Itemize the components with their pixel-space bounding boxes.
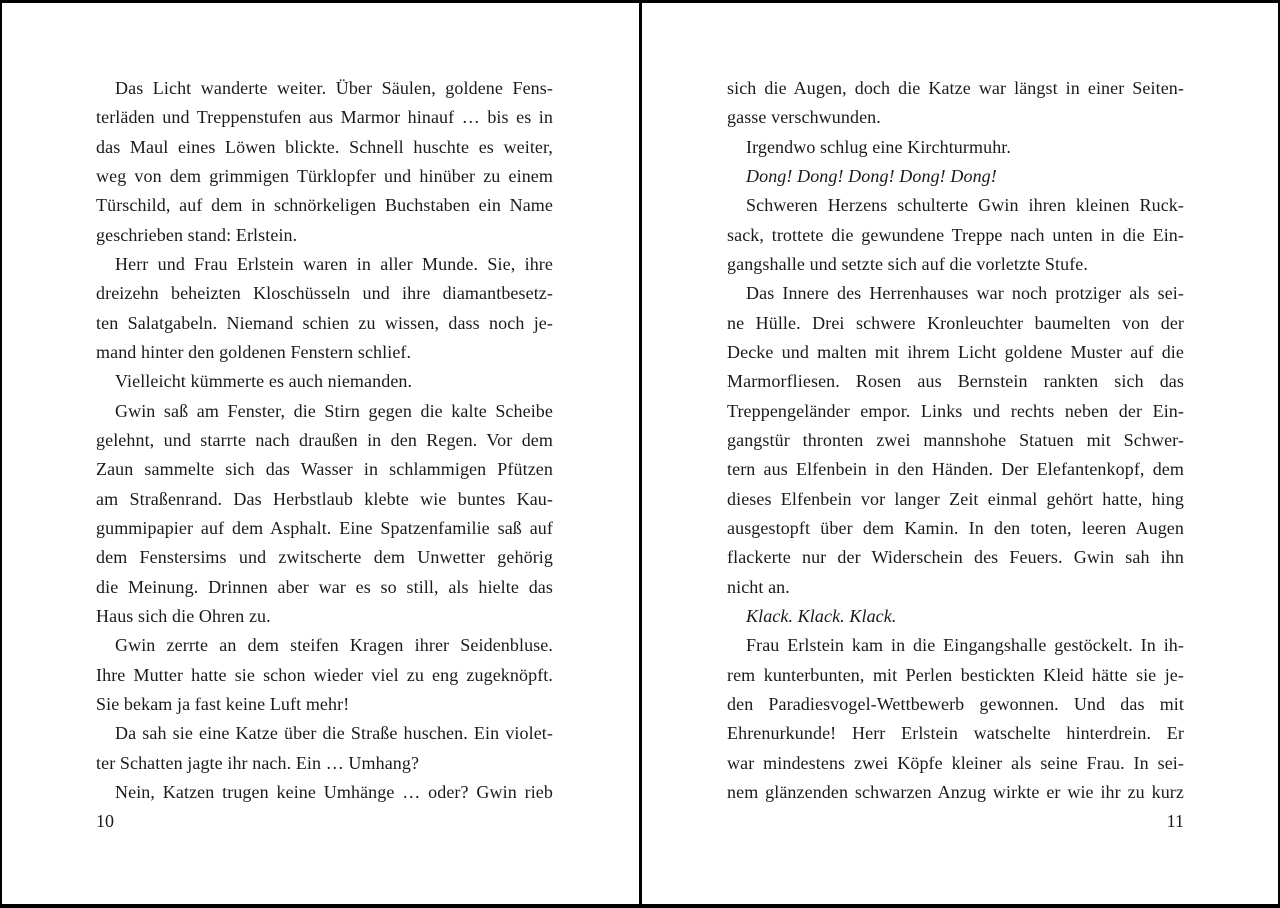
text-line: Zaun sammelte sich das Wasser in schlammigen Pfützen	[96, 459, 553, 480]
text-line: den Paradiesvogel-Wettbewerb gewonnen. Und das mit	[727, 693, 1184, 714]
text-line: Türschild, auf dem in schnörkeligen Buchstaben ein Name	[96, 195, 553, 216]
text-line: tern aus Elfenbein in den Händen. Der Elefantenkopf, dem	[727, 459, 1184, 480]
text-line: gangshalle und setzte sich auf die vorletzte Stufe.	[727, 253, 1088, 274]
text-line: gummipapier auf dem Asphalt. Eine Spatzenfamilie saß auf	[96, 517, 553, 538]
text-line: nicht an.	[727, 576, 790, 597]
right-page	[727, 74, 1184, 837]
text-line: dreizehn beheizten Kloschüsseln und ihre diamantbesetz-	[96, 283, 553, 304]
text-line: ausgestopft über dem Kamin. In den toten, leeren Augen	[727, 517, 1184, 538]
text-line: Decke und malten mit ihrem Licht goldene Muster auf die	[727, 341, 1184, 362]
text-line: dem Fenstersims und zwitscherte dem Unwetter gehörig	[96, 547, 553, 568]
text-line: Nein, Katzen trugen keine Umhänge … oder? Gwin rieb	[115, 781, 553, 802]
page-number-left: 10	[96, 811, 114, 832]
text-line: Schweren Herzens schulterte Gwin ihren kleinen Ruck-	[746, 195, 1184, 216]
text-line: Herr und Frau Erlstein waren in aller Munde. Sie, ihre	[115, 253, 553, 274]
left-border	[0, 0, 2, 908]
text-line: sack, trottete die gewundene Treppe nach unten in die Ein-	[727, 224, 1184, 245]
text-line: ten Salatgabeln. Niemand schien zu wissen, dass noch je-	[96, 312, 553, 333]
text-line: Haus sich die Ohren zu.	[96, 605, 271, 626]
text-line: Frau Erlstein kam in die Eingangshalle gestöckelt. In ih-	[746, 635, 1184, 656]
text-line: nem glänzenden schwarzen Anzug wirkte er wie ihr zu kurz	[727, 781, 1184, 802]
text-line: Irgendwo schlug eine Kirchturmuhr.	[746, 136, 1012, 157]
text-line: dieses Elfenbein vor langer Zeit einmal gehört hatte, hing	[727, 488, 1184, 509]
text-line: am Straßenrand. Das Herbstlaub klebte wie buntes Kau-	[96, 488, 553, 509]
text-line: Da sah sie eine Katze über die Straße huschen. Ein violet-	[115, 723, 553, 744]
text-line: ter Schatten jagte ihr nach. Ein … Umhang?	[96, 752, 420, 773]
text-line: mand hinter den goldenen Fenstern schlief.	[96, 341, 412, 362]
left-page	[96, 74, 553, 837]
text-line: Dong! Dong! Dong! Dong! Dong!	[746, 165, 997, 186]
text-line: gangstür thronten zwei mannshohe Statuen mit Schwer-	[727, 429, 1184, 450]
text-line: Sie bekam ja fast keine Luft mehr!	[96, 693, 350, 714]
text-line: flackerte nur der Widerschein des Feuers. Gwin sah ihn	[727, 547, 1184, 568]
text-line: Das Innere des Herrenhauses war noch protziger als sei-	[746, 283, 1184, 304]
text-line: Gwin zerrte an dem steifen Kragen ihrer Seidenbluse.	[115, 635, 553, 656]
text-line: Ehrenurkunde! Herr Erlstein watschelte hinterdrein. Er	[727, 723, 1184, 744]
page-divider	[639, 0, 642, 908]
text-line: Vielleicht kümmerte es auch niemanden.	[115, 371, 413, 392]
text-line: Treppengeländer empor. Links und rechts neben der Ein-	[727, 400, 1184, 421]
text-line: ne Hülle. Drei schwere Kronleuchter baumelten von der	[727, 312, 1184, 333]
text-line: terläden und Treppenstufen aus Marmor hinauf … bis es in	[96, 107, 553, 128]
text-line: weg von dem grimmigen Türklopfer und hinüber zu einem	[96, 165, 553, 186]
text-line: Das Licht wanderte weiter. Über Säulen, goldene Fens-	[115, 78, 553, 98]
text-line: gelehnt, und starrte nach draußen in den Regen. Vor dem	[96, 429, 553, 450]
text-line: geschrieben stand: Erlstein.	[96, 224, 298, 245]
page-number-right: 11	[1166, 811, 1184, 832]
text-line: die Meinung. Drinnen aber war es so still, als hielte das	[96, 576, 553, 597]
text-line: das Maul eines Löwen blickte. Schnell huschte es weiter,	[96, 136, 553, 157]
text-line: rem kunterbunten, mit Perlen bestickten Kleid hätte sie je-	[727, 664, 1184, 685]
right-page-text	[727, 74, 1184, 807]
text-line: Klack. Klack. Klack.	[746, 605, 897, 626]
text-line: Marmorfliesen. Rosen aus Bernstein rankten sich das	[727, 371, 1184, 392]
left-page-text	[96, 74, 553, 807]
text-line: Ihre Mutter hatte sie schon wieder viel zu eng zugeknöpft.	[96, 664, 553, 685]
text-line: gasse verschwunden.	[727, 107, 881, 128]
text-line: sich die Augen, doch die Katze war längst in einer Seiten-	[727, 78, 1184, 98]
text-line: war mindestens zwei Köpfe kleiner als seine Frau. In sei-	[727, 752, 1184, 773]
text-line: Gwin saß am Fenster, die Stirn gegen die kalte Scheibe	[115, 400, 553, 421]
